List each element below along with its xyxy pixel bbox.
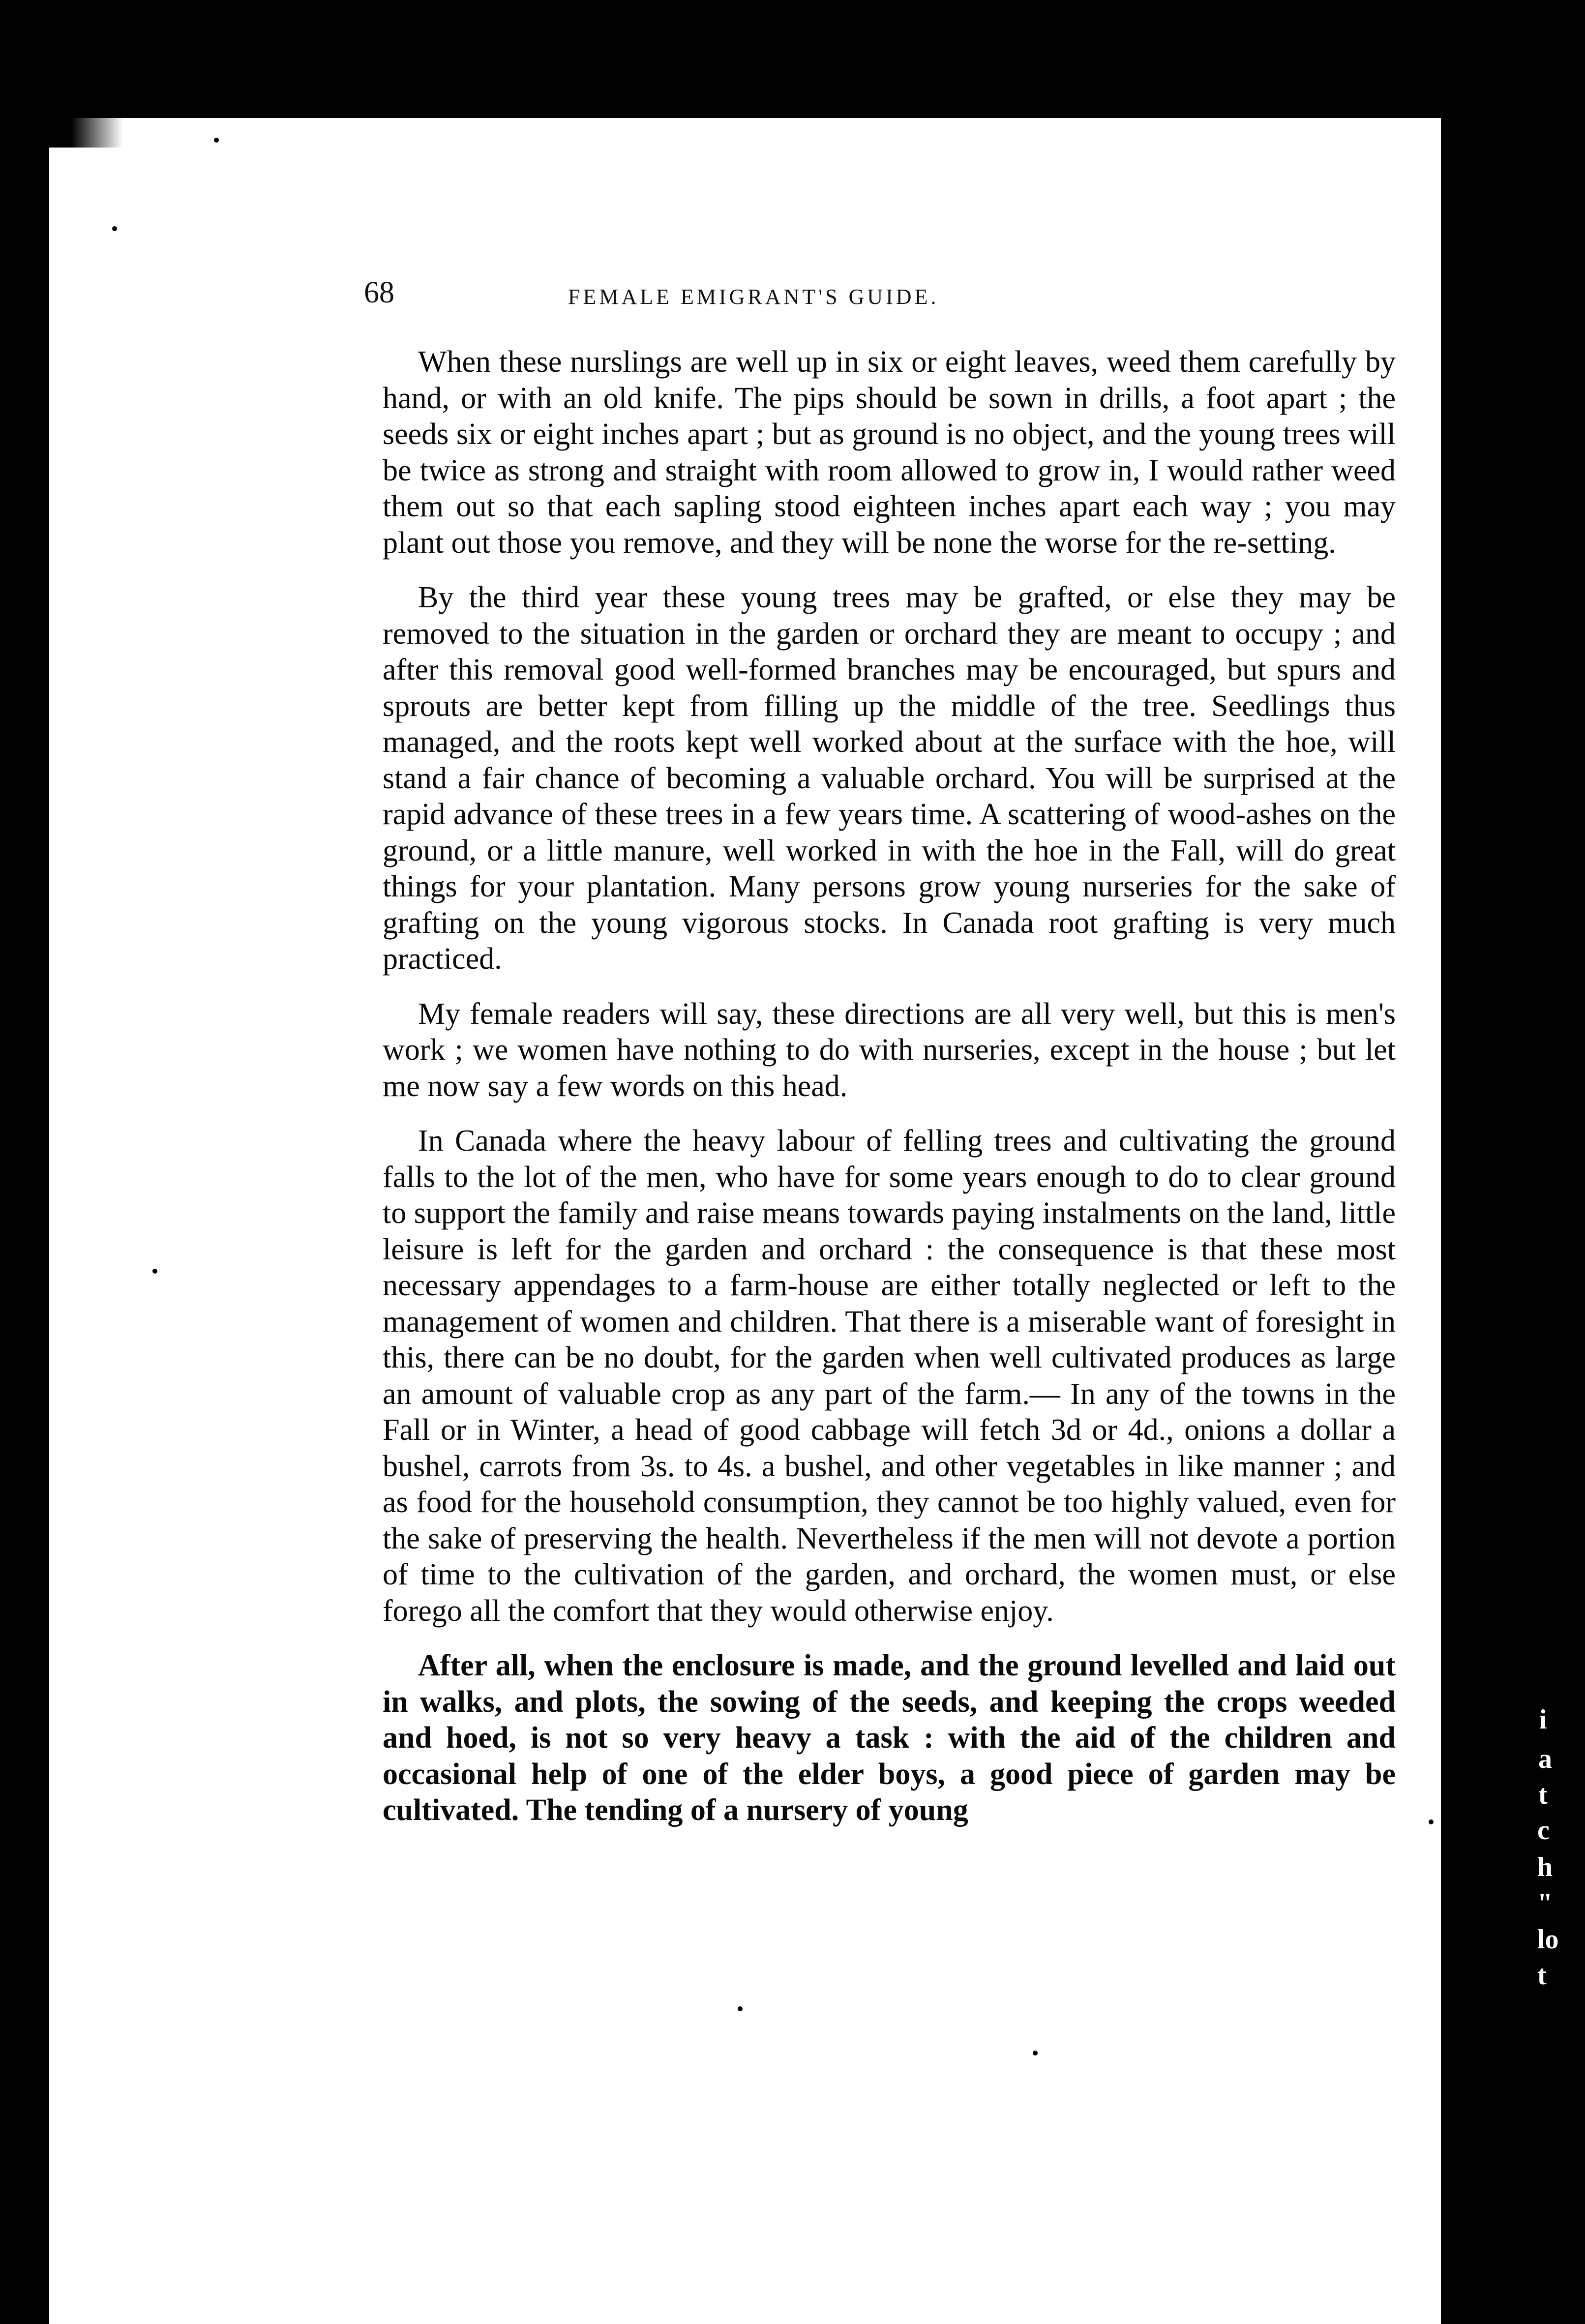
- body-text: [383, 344, 1396, 1847]
- paragraph-1: When these nurslings are well up in six or eight leaves, weed them carefully by hand, or with an old knife. The pips should be sown in drills, a foot apart ; the seeds six or eight inches apart ; but as ground is no object, and the young trees will be twice as strong and straight with room allowed to grow in, I would rather weed them out so that each sapling stood eighteen inches apart each way ; you may plant out those you remove, and they will be none the worse for the re-setting.: [383, 345, 1396, 560]
- adjacent-fragment-7: lo: [1537, 1924, 1559, 1955]
- adjacent-fragment-5: h: [1537, 1852, 1553, 1882]
- adjacent-fragment-3: t: [1538, 1780, 1548, 1810]
- page-number: 68: [364, 276, 394, 309]
- adjacent-fragment-1: i: [1539, 1704, 1547, 1735]
- paragraph-5: After all, when the enclosure is made, and the ground levelled and laid out in walks, and plots, the sowing of the seeds, and keeping the crops weeded and hoed, is not so very heavy a task : with the aid of the children and occasional help of one of the elder boys, a good piece of garden may be cultivated. The tending of a nursery of young: [383, 1649, 1396, 1827]
- scan-edge-shadow: [49, 118, 123, 148]
- paragraph-3: My female readers will say, these directions are all very well, but this is men's work ; we women have nothing to do with nurseries, except in the house ; but let me now say a few words on this head.: [383, 997, 1396, 1103]
- paragraph-2: By the third year these young trees may be grafted, or else they may be removed to the situation in the garden or orchard they are meant to occupy ; and after this removal good well-formed branches may be encouraged, but spurs and sprouts are better kept from filling up the middle of the tree. Seedlings thus managed, and the roots kept well worked about at the surface with the hoe, will stand a fair chance of becoming a valuable orchard. You will be surprised at the rapid advance of these trees in a few years time. A scattering of wood-ashes on the ground, or a little manure, well worked in with the hoe in the Fall, will do great things for your plantation. Many persons grow young nurseries for the sake of grafting on the young vigorous stocks. In Canada root grafting is very much practiced.: [383, 581, 1396, 976]
- paragraph-4: In Canada where the heavy labour of felling trees and cultivating the ground falls to the lot of the men, who have for some years enough to do to clear ground to support the family and raise means towards paying instalments on the land, little leisure is left for the garden and orchard : the consequence is that these most necessary appendages to a farm-house are either totally neglected or left to the management of women and children. That there is a miserable want of foresight in this, there can be no doubt, for the garden when well cultivated produces as large an amount of valuable crop as any part of the farm.— In any of the towns in the Fall or in Winter, a head of good cabbage will fetch 3d or 4d., onions a dollar a bushel, carrots from 3s. to 4s. a bushel, and other vegetables in like manner ; and as food for the household consumption, they cannot be too highly valued, even for the sake of preserving the health. Nevertheless if the men will not devote a portion of time to the cultivation of the garden, and orchard, the women must, or else forego all the comfort that they would otherwise enjoy.: [383, 1124, 1396, 1628]
- adjacent-fragment-2: a: [1538, 1744, 1552, 1774]
- running-title: FEMALE EMIGRANT'S GUIDE.: [568, 285, 939, 309]
- adjacent-fragment-6: ": [1537, 1888, 1553, 1918]
- adjacent-fragment-8: t: [1537, 1960, 1547, 1991]
- adjacent-fragment-4: c: [1537, 1815, 1550, 1846]
